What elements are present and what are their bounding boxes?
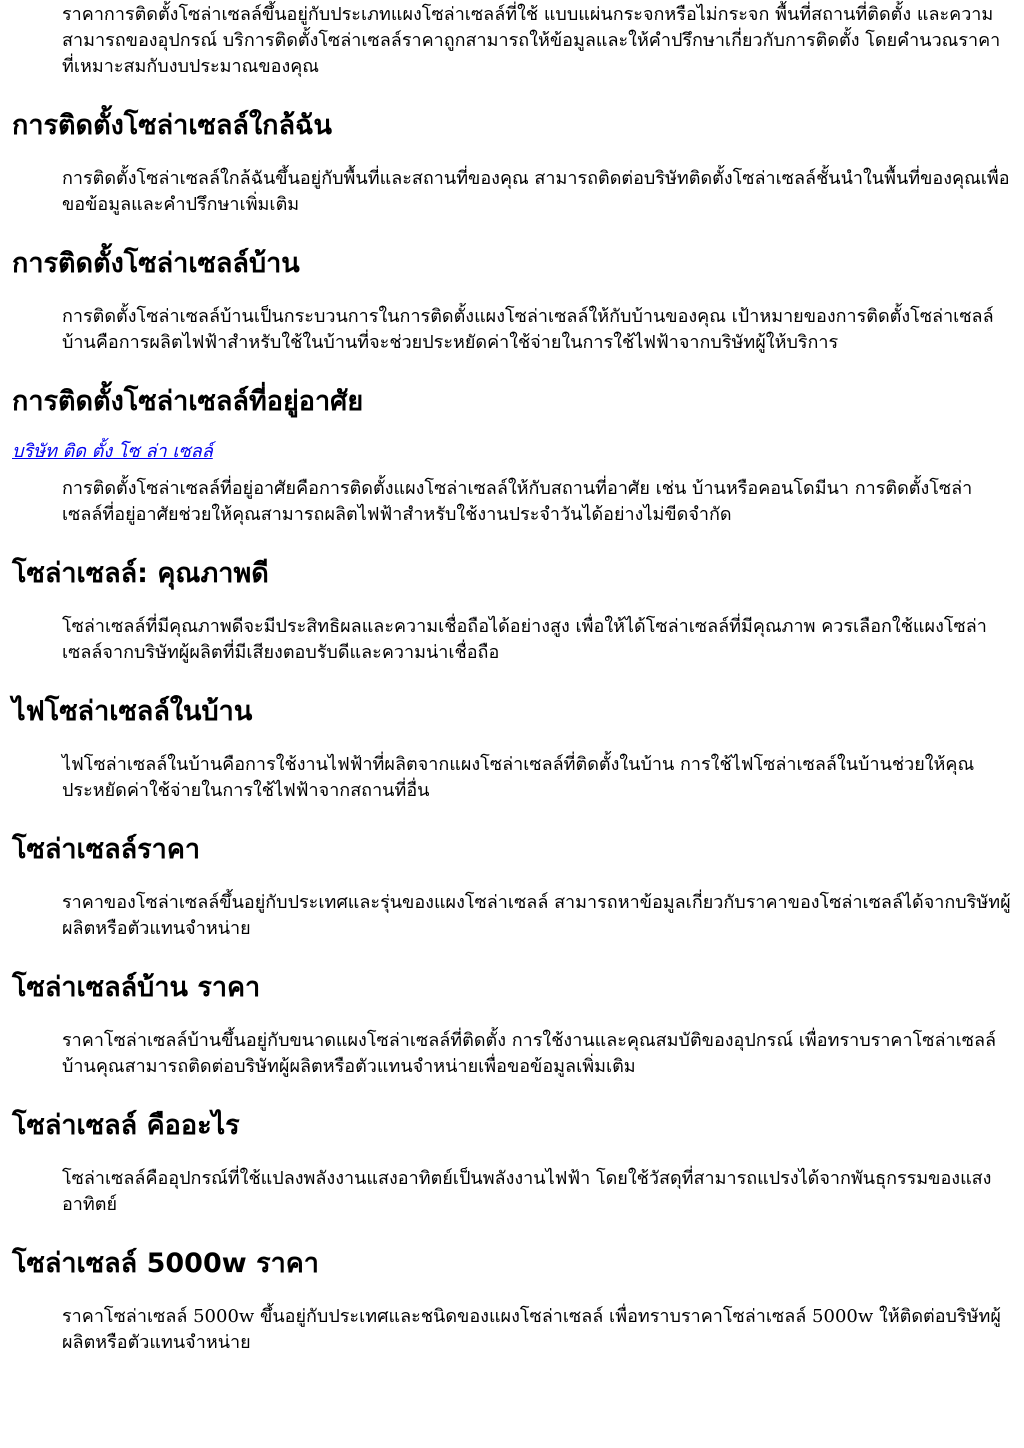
section-heading-home-price: โซล่าเซลล์บ้าน ราคา — [12, 972, 261, 1003]
section-body-what-is: โซล่าเซลล์คืออุปกรณ์ที่ใช้แปลงพลังงานแสงอาทิตย์เป็นพลังงานไฟฟ้า โดยใช้วัสดุที่สามารถแปรงได้จากพันธุกรรมของแสงอาทิตย์ — [62, 1168, 992, 1215]
section-heading-home-lighting: ไฟโซล่าเซลล์ในบ้าน — [12, 696, 253, 727]
section-body-residential: การติดตั้งโซล่าเซลล์ที่อยู่อาศัยคือการติดตั้งแผงโซล่าเซลล์ให้กับสถานที่อาศัย เช่น บ้านหรือคอนโดมีนา การติดตั้งโซล่าเซลล์ที่อยู่อาศัยช่วยให้คุณสามารถผลิตไฟฟ้าสำหรับใช้งานประจำวันได้อย่างไม่ขีดจำกัด — [62, 478, 973, 525]
section-heading-residential: การติดตั้งโซล่าเซลล์ที่อยู่อาศัย — [12, 386, 364, 417]
section-body-near-me: การติดตั้งโซล่าเซลล์ใกล้ฉันขึ้นอยู่กับพื้นที่และสถานที่ของคุณ สามารถติดต่อบริษัทติดตั้งโซล่าเซลล์ชั้นนำในพื้นที่ของคุณเพื่อขอข้อมูลและคำปรึกษาเพิ่มเติม — [62, 168, 1010, 215]
section-body-home-install: การติดตั้งโซล่าเซลล์บ้านเป็นกระบวนการในการติดตั้งแผงโซล่าเซลล์ให้กับบ้านของคุณ เป้าหมายของการติดตั้งโซล่าเซลล์บ้านคือการผลิตไฟฟ้าสำหรับใช้ในบ้านที่จะช่วยประหยัดค่าใช้จ่ายในการใช้ไฟฟ้าจากบริษัทผู้ให้บริการ — [62, 306, 994, 353]
section-heading-5000w-price: โซล่าเซลล์ 5000w ราคา — [12, 1248, 319, 1279]
intro-paragraph: ราคาการติดตั้งโซล่าเซลล์ขึ้นอยู่กับประเภทแผงโซล่าเซลล์ที่ใช้ แบบแผ่นกระจกหรือไม่กระจก พื้นที่สถานที่ติดตั้ง และความสามารถของอุปกรณ์ บริการติดตั้งโซล่าเซลล์ราคาถูกสามารถให้ข้อมูลและให้คำปรึกษาเกี่ยวกับการติดตั้ง โดยคำนวณราคาที่เหมาะสมกับงบประมาณของคุณ — [62, 4, 1001, 77]
section-heading-quality: โซล่าเซลล์: คุณภาพดี — [12, 558, 269, 589]
article — [0, 2, 1024, 1356]
section-body-price: ราคาของโซล่าเซลล์ขึ้นอยู่กับประเทศและรุ่นของแผงโซล่าเซลล์ สามารถหาข้อมูลเกี่ยวกับราคาของโซล่าเซลล์ได้จากบริษัทผู้ผลิตหรือตัวแทนจำหน่าย — [62, 892, 1011, 939]
section-body-quality: โซล่าเซลล์ที่มีคุณภาพดีจะมีประสิทธิผลและความเชื่อถือได้อย่างสูง เพื่อให้ได้โซล่าเซลล์ที่มีคุณภาพ ควรเลือกใช้แผงโซล่าเซลล์จากบริษัทผู้ผลิตที่มีเสียงตอบรับดีและความน่าเชื่อถือ — [62, 616, 987, 663]
installer-company-link[interactable]: บริษัท ติด ตั้ง โซ ล่า เซลล์ — [12, 441, 213, 462]
section-body-home-price: ราคาโซล่าเซลล์บ้านขึ้นอยู่กับขนาดแผงโซล่าเซลล์ที่ติดตั้ง การใช้งานและคุณสมบัติของอุปกรณ์ เพื่อทราบราคาโซล่าเซลล์บ้านคุณสามารถติดต่อบริษัทผู้ผลิตหรือตัวแทนจำหน่ายเพื่อขอข้อมูลเพิ่มเติม — [62, 1030, 997, 1077]
section-body-home-lighting: ไฟโซล่าเซลล์ในบ้านคือการใช้งานไฟฟ้าที่ผลิตจากแผงโซล่าเซลล์ที่ติดตั้งในบ้าน การใช้ไฟโซล่าเซลล์ในบ้านช่วยให้คุณประหยัดค่าใช้จ่ายในการใช้ไฟฟ้าจากสถานที่อื่น — [62, 754, 975, 801]
section-body-5000w-price: ราคาโซล่าเซลล์ 5000w ขึ้นอยู่กับประเทศและชนิดของแผงโซล่าเซลล์ เพื่อทราบราคาโซล่าเซลล์ 5000w ให้ติดต่อบริษัทผู้ผลิตหรือตัวแทนจำหน่าย — [62, 1306, 1001, 1353]
section-heading-price: โซล่าเซลล์ราคา — [12, 834, 201, 865]
section-heading-home-install: การติดตั้งโซล่าเซลล์บ้าน — [12, 248, 300, 279]
section-heading-what-is: โซล่าเซลล์ คืออะไร — [12, 1110, 240, 1141]
section-heading-near-me: การติดตั้งโซล่าเซลล์ใกล้ฉัน — [12, 110, 332, 141]
